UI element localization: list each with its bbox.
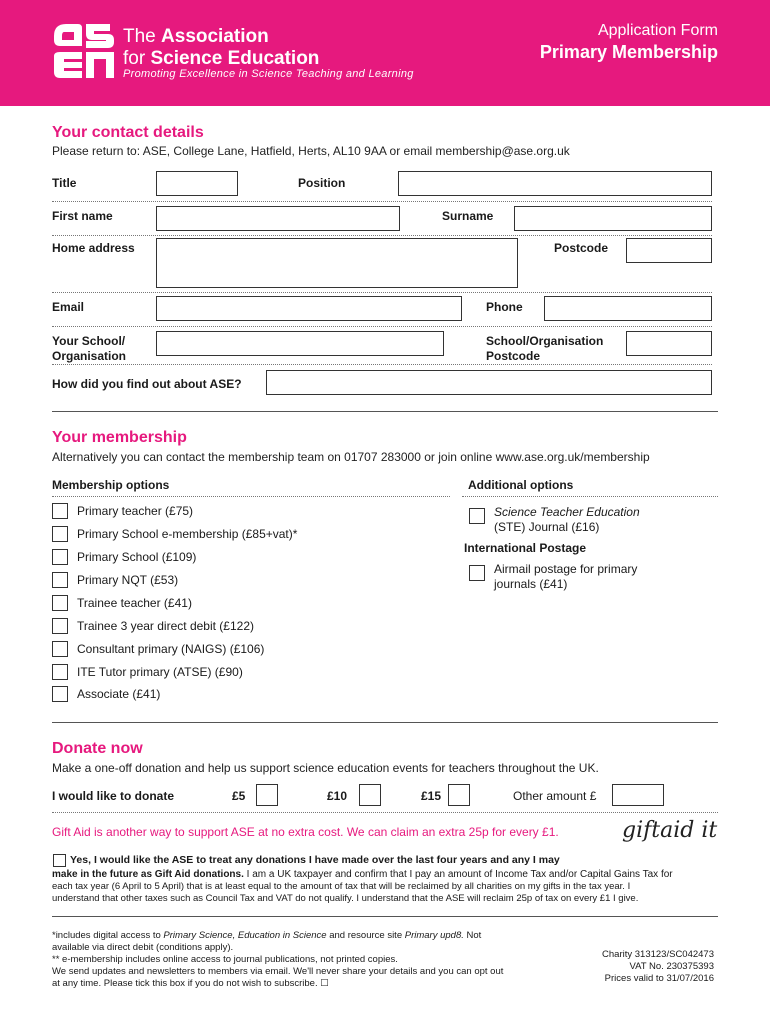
email-field[interactable] [156,296,462,321]
school-label-line2: Organisation [52,349,127,363]
gift-aid-declaration-line2 [52,868,673,881]
option-trainee-teacher-checkbox[interactable] [52,595,68,611]
other-amount-label: Other amount £ [513,789,597,803]
school-postcode-label [486,334,603,364]
position-label: Position [298,176,346,190]
option-primary-teacher-checkbox[interactable] [52,503,68,519]
ste-journal-line2: (STE) Journal (£16) [494,520,600,534]
gift-aid-declaration-bold2: make in the future as Gift Aid donations. [52,869,244,880]
option-associate-checkbox[interactable] [52,686,68,702]
donate-label: I would like to donate [52,789,175,803]
ste-journal-checkbox[interactable] [469,508,485,524]
option-primary-school-label: Primary School (£109) [77,550,197,564]
form-type: Application Form [597,22,718,39]
org-science-education: Science Education [150,48,320,69]
membership-section-title: Your membership [52,429,187,446]
row-divider [462,496,718,497]
find-out-field[interactable] [266,370,712,395]
contact-section-title: Your contact details [52,124,204,141]
title-label: Title [52,176,77,190]
ste-journal-label [494,505,640,535]
note1-b: Primary Science, Education in Science [163,930,327,941]
membership-options-heading: Membership options [52,478,170,492]
school-label [52,334,126,364]
option-consultant-primary-checkbox[interactable] [52,641,68,657]
donate-10-checkbox[interactable] [359,784,381,806]
org-for: for [123,48,146,69]
note1-d: Primary upd8. [404,930,464,941]
surname-field[interactable] [514,206,712,231]
donate-5-label: £5 [232,789,246,803]
section-divider [52,916,718,917]
footnote-newsletter-line1: We send updates and newsletters to members via email. We'll never share your details and you can opt out [52,966,504,977]
gift-aid-text: Gift Aid is another way to support ASE at no extra cost. We can claim an extra 25p for every £1. [52,825,559,839]
option-ite-tutor-checkbox[interactable] [52,664,68,680]
org-association: Association [161,26,269,47]
footnote-e-membership: ** e-membership includes online access to journal publications, not printed copies. [52,954,398,965]
section-divider [52,722,718,723]
gift-aid-declaration-line4: understand that other taxes such as Council Tax and VAT do not qualify. I understand that the ASE will reclaim 25p of tax on every £1 I give. [52,893,639,904]
row-divider [52,812,718,813]
other-amount-field[interactable] [612,784,664,806]
option-primary-teacher-label: Primary teacher (£75) [77,504,194,518]
gift-aid-declaration-line1: Yes, I would like the ASE to treat any donations I have made over the last four years and any I may [70,854,560,866]
donate-15-label: £15 [421,789,442,803]
gift-aid-declaration-line3: each tax year (6 April to 5 April) that is at least equal to the amount of tax that will be reclaimed by all charities on my gifts in the tax year. I [52,881,631,892]
ste-journal-line1: Science Teacher Education [494,505,640,519]
row-divider [52,326,712,327]
membership-intro: Alternatively you can contact the membership team on 01707 283000 or join online www.ase.org.uk/membership [52,450,650,464]
option-associate-label: Associate (£41) [77,687,161,701]
school-postcode-field[interactable] [626,331,712,356]
vat-number: VAT No. 230375393 [629,961,714,972]
donate-5-checkbox[interactable] [256,784,278,806]
charity-number: Charity 313123/SC042473 [602,949,714,960]
postcode-label: Postcode [554,241,609,255]
email-label: Email [52,300,85,314]
first-name-field[interactable] [156,206,400,231]
title-field[interactable] [156,171,238,196]
row-divider [52,292,712,293]
prices-valid: Prices valid to 31/07/2016 [604,973,714,984]
home-address-field[interactable] [156,238,518,288]
donate-section-title: Donate now [52,740,143,757]
gift-aid-logo: giftaid it [622,818,718,843]
donate-15-checkbox[interactable] [448,784,470,806]
footnote-direct-debit: available via direct debit (conditions apply). [52,942,234,953]
school-postcode-label-line1: School/Organisation [486,334,604,348]
option-trainee-direct-debit-label: Trainee 3 year direct debit (£122) [77,619,254,633]
school-postcode-label-line2: Postcode [486,349,541,363]
option-ite-tutor-label: ITE Tutor primary (ATSE) (£90) [77,665,243,679]
airmail-line1: Airmail postage for primary [494,562,638,576]
footnote-digital-access [52,930,481,942]
org-name [123,26,319,70]
note1-c: and resource site [326,930,405,941]
option-primary-school-checkbox[interactable] [52,549,68,565]
option-primary-school-e-membership-label: Primary School e-membership (£85+vat)* [77,527,298,541]
ase-logo-icon [52,22,116,80]
donate-intro: Make a one-off donation and help us support science education events for teachers throughout the UK. [52,761,599,775]
row-divider [52,496,450,497]
first-name-label: First name [52,209,113,223]
donate-10-label: £10 [327,789,348,803]
contact-intro: Please return to: ASE, College Lane, Hatfield, Herts, AL10 9AA or email membership@ase.org.uk [52,144,570,158]
option-trainee-teacher-label: Trainee teacher (£41) [77,596,192,610]
section-divider [52,411,718,412]
note1-a: *includes digital access to [52,930,164,941]
org-the: The [123,26,156,47]
postcode-field[interactable] [626,238,712,263]
form-title: Primary Membership [539,42,718,62]
find-out-label: How did you find out about ASE? [52,377,242,391]
gift-aid-declaration-rest1: I am a UK taxpayer and confirm that I pay an amount of Income Tax and/or Capital Gains Tax for [243,869,673,880]
international-postage-heading: International Postage [464,541,587,555]
option-primary-nqt-checkbox[interactable] [52,572,68,588]
option-primary-school-e-membership-checkbox[interactable] [52,526,68,542]
home-address-label: Home address [52,241,135,255]
airmail-postage-label [494,562,637,592]
option-consultant-primary-label: Consultant primary (NAIGS) (£106) [77,642,265,656]
school-field[interactable] [156,331,444,356]
org-tagline: Promoting Excellence in Science Teaching and Learning [123,68,414,80]
phone-label: Phone [486,300,523,314]
gift-aid-checkbox[interactable] [53,854,66,867]
footnote-newsletter-line2: at any time. Please tick this box if you do not wish to subscribe. ☐ [52,978,329,989]
airmail-line2: journals (£41) [494,577,568,591]
airmail-postage-checkbox[interactable] [469,565,485,581]
additional-options-heading: Additional options [468,478,574,492]
surname-label: Surname [442,209,494,223]
row-divider [52,364,712,365]
row-divider [52,201,712,202]
row-divider [52,235,712,236]
phone-field[interactable] [544,296,712,321]
option-trainee-direct-debit-checkbox[interactable] [52,618,68,634]
position-field[interactable] [398,171,712,196]
school-label-line1: Your School/ [52,334,126,348]
note1-e: Not [463,930,482,941]
option-primary-nqt-label: Primary NQT (£53) [77,573,179,587]
